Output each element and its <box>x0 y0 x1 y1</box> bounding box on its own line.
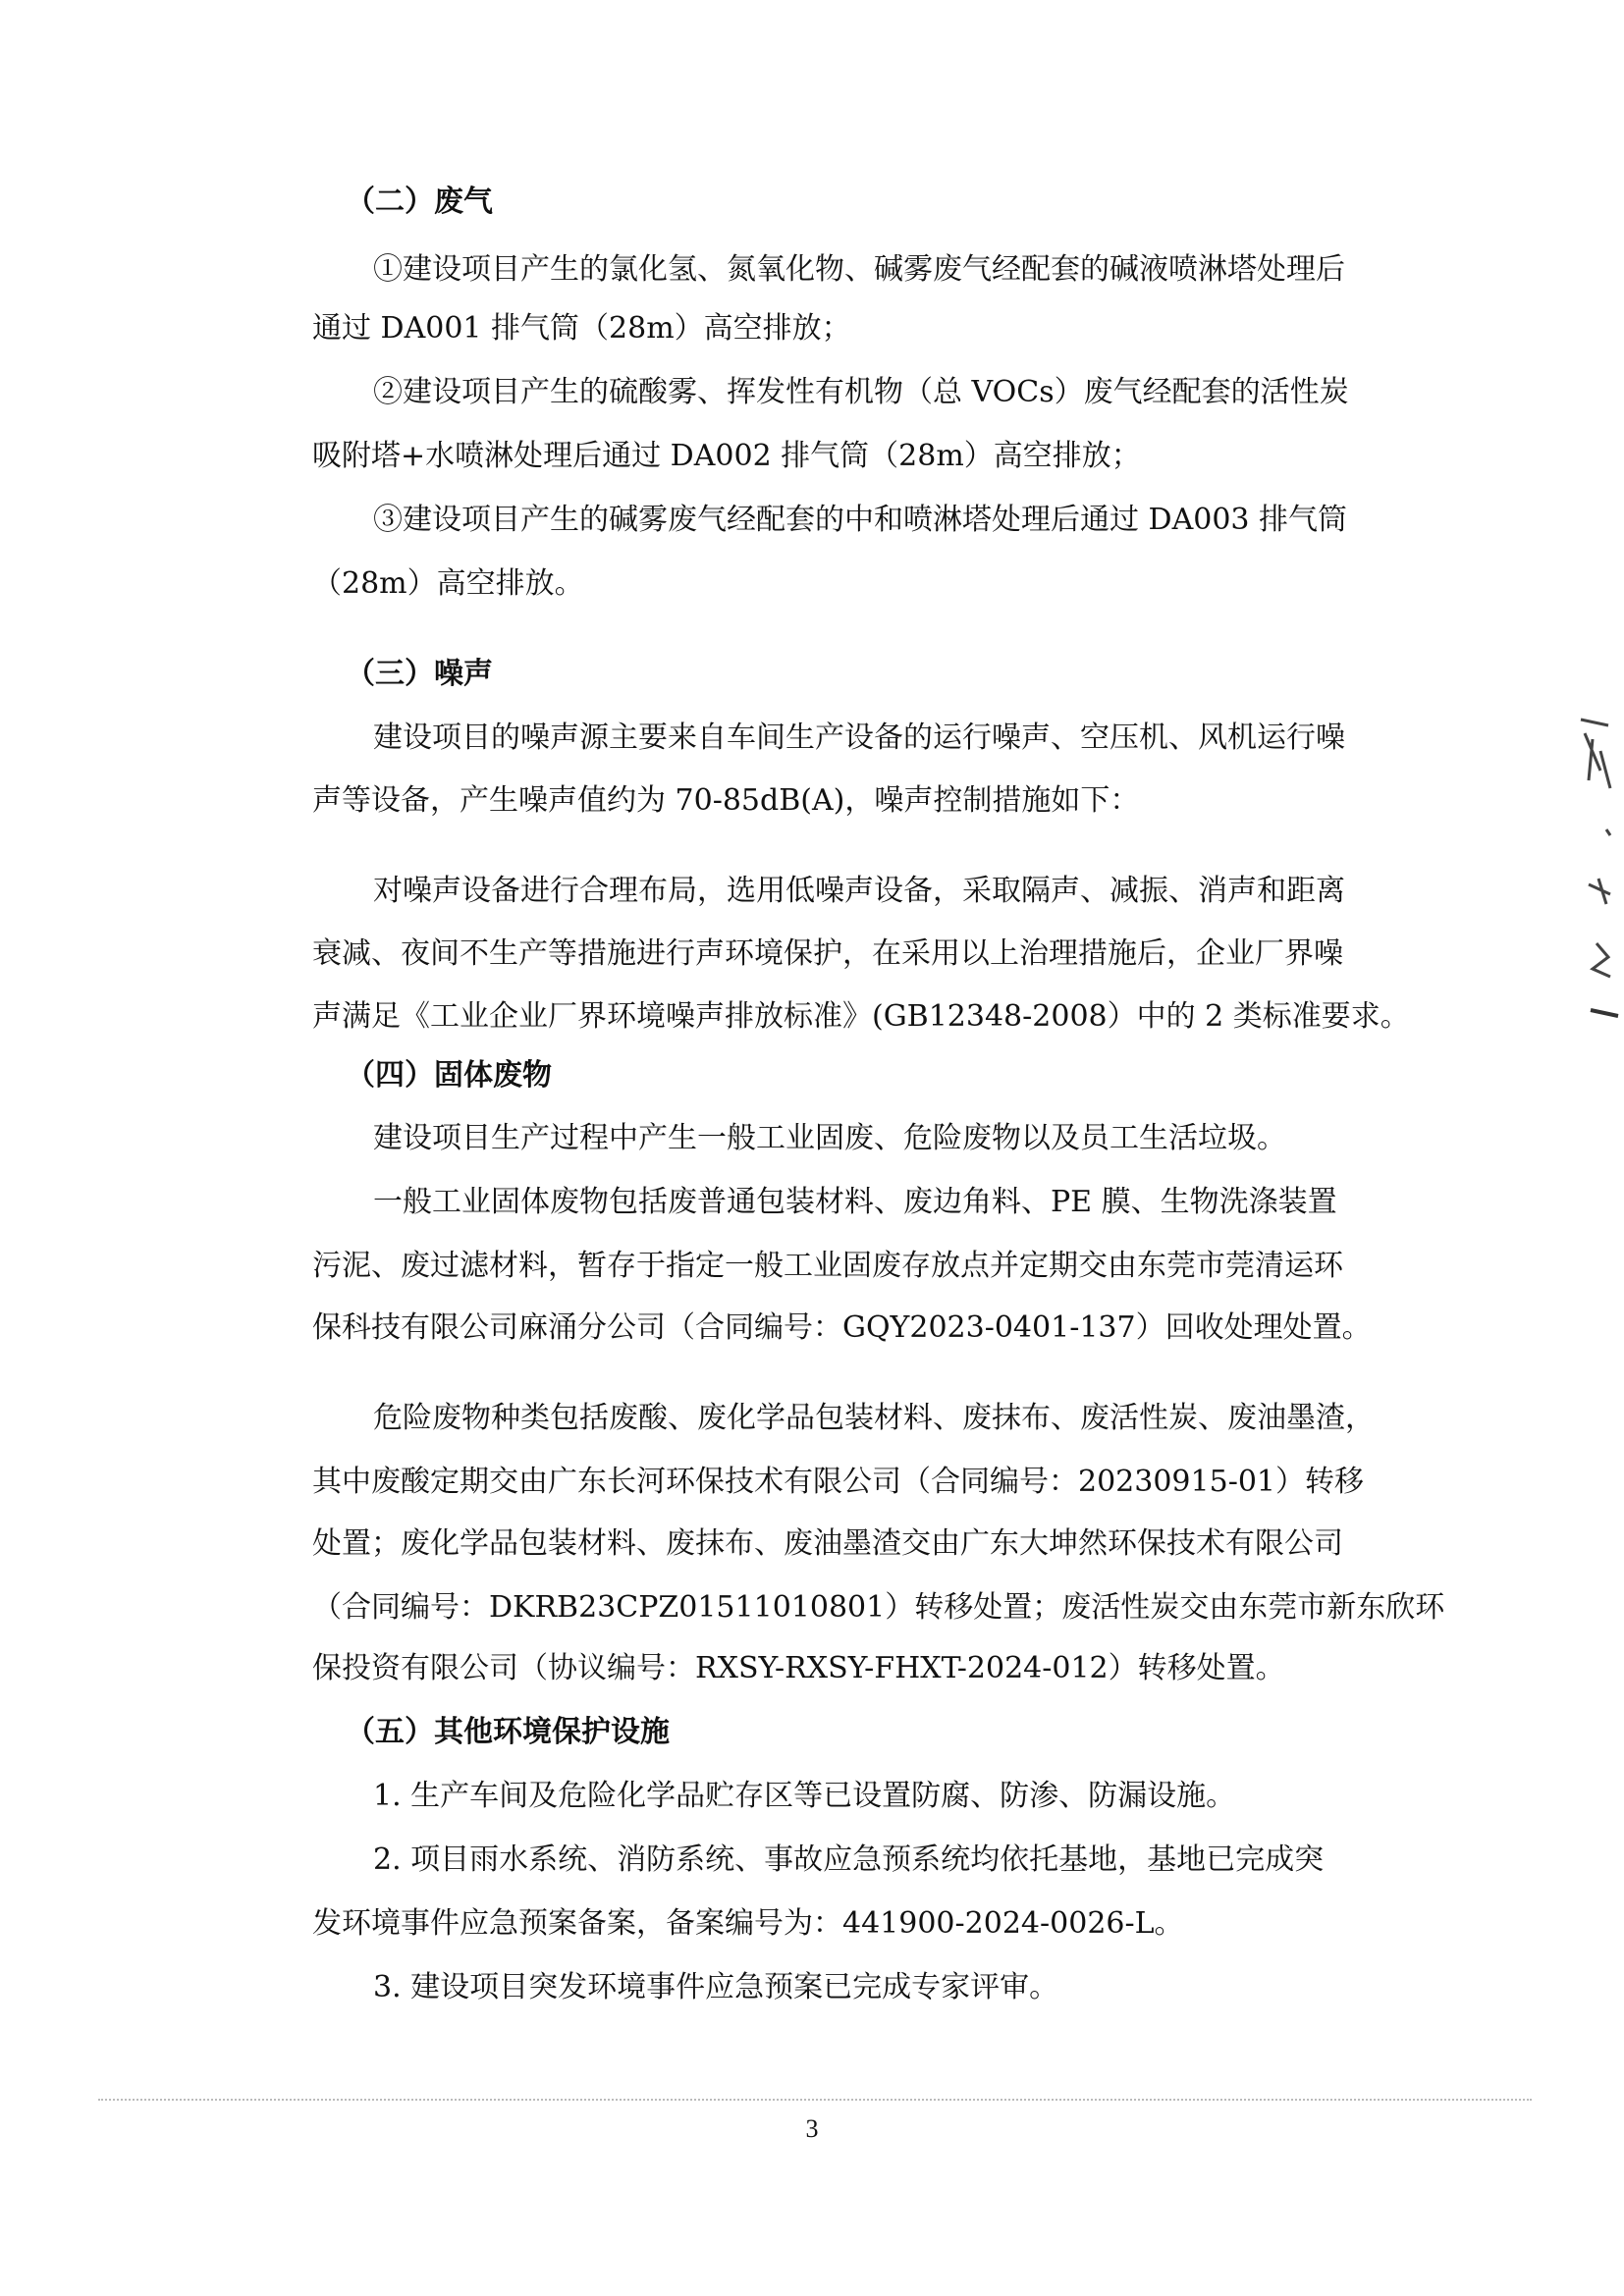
section-heading-exhaust: （二）废气 <box>346 185 493 219</box>
paragraph-line: 危险废物种类包括废酸、废化学品包装材料、废抹布、废活性炭、废油墨渣， <box>373 1401 1375 1435</box>
scan-dotted-line <box>98 2099 1532 2105</box>
paragraph-line: 声满足《工业企业厂界环境噪声排放标准》(GB12348-2008）中的 2 类标准要求。 <box>312 999 1410 1034</box>
paragraph-line: 1. 生产车间及危险化学品贮存区等已设置防腐、防渗、防漏设施。 <box>373 1779 1236 1813</box>
paragraph-line: 通过 DA001 排气筒（28m）高空排放； <box>312 311 851 346</box>
paragraph-line: 建设项目的噪声源主要来自车间生产设备的运行噪声、空压机、风机运行噪 <box>373 721 1345 755</box>
page-number: 3 <box>805 2114 819 2143</box>
paragraph-line: 发环境事件应急预案备案，备案编号为：441900-2024-0026-L。 <box>312 1906 1184 1941</box>
paragraph-line: 2. 项目雨水系统、消防系统、事故应急预系统均依托基地，基地已完成突 <box>373 1842 1325 1877</box>
section-heading-other-facilities: （五）其他环境保护设施 <box>346 1715 670 1749</box>
paragraph-line: 声等设备，产生噪声值约为 70-85dB(A)，噪声控制措施如下： <box>312 783 1140 818</box>
section-heading-noise: （三）噪声 <box>346 657 493 691</box>
paragraph-line: 处置；废化学品包装材料、废抹布、废油墨渣交由广东大坤然环保技术有限公司 <box>312 1526 1343 1561</box>
paragraph-line: （28m）高空排放。 <box>312 566 584 601</box>
paragraph-line: 保科技有限公司麻涌分公司（合同编号：GQY2023-0401-137）回收处理处置。 <box>312 1310 1372 1345</box>
paragraph-line: 对噪声设备进行合理布局，选用低噪声设备，采取隔声、减振、消声和距离 <box>373 874 1345 908</box>
paragraph-line: ③建设项目产生的碱雾废气经配套的中和喷淋塔处理后通过 DA003 排气筒 <box>373 503 1348 537</box>
paragraph-line: ①建设项目产生的氯化氢、氮氧化物、碱雾废气经配套的碱液喷淋塔处理后 <box>373 252 1345 287</box>
paragraph-line: 保投资有限公司（协议编号：RXSY-RXSY-FHXT-2024-012）转移处置。 <box>312 1651 1285 1685</box>
paragraph-line: （合同编号：DKRB23CPZ01511010801）转移处置；废活性炭交由东莞市新东欣环 <box>312 1590 1445 1625</box>
paragraph-line: 其中废酸定期交由广东长河环保技术有限公司（合同编号：20230915-01）转移 <box>312 1465 1365 1499</box>
paragraph-line: 3. 建设项目突发环境事件应急预案已完成专家评审。 <box>373 1970 1059 2004</box>
paragraph-line: 衰减、夜间不生产等措施进行声环境保护，在采用以上治理措施后，企业厂界噪 <box>312 936 1343 971</box>
section-heading-solid-waste: （四）固体废物 <box>346 1058 552 1093</box>
paragraph-line: 污泥、废过滤材料，暂存于指定一般工业固废存放点并定期交由东莞市莞清运环 <box>312 1249 1343 1283</box>
margin-seal-fragment <box>1571 712 1620 1104</box>
paragraph-line: 一般工业固体废物包括废普通包装材料、废边角料、PE 膜、生物洗涤装置 <box>373 1185 1337 1219</box>
paragraph-line: 建设项目生产过程中产生一般工业固废、危险废物以及员工生活垃圾。 <box>373 1121 1286 1155</box>
paragraph-line: 吸附塔+水喷淋处理后通过 DA002 排气筒（28m）高空排放； <box>312 439 1141 473</box>
paragraph-line: ②建设项目产生的硫酸雾、挥发性有机物（总 VOCs）废气经配套的活性炭 <box>373 375 1349 409</box>
